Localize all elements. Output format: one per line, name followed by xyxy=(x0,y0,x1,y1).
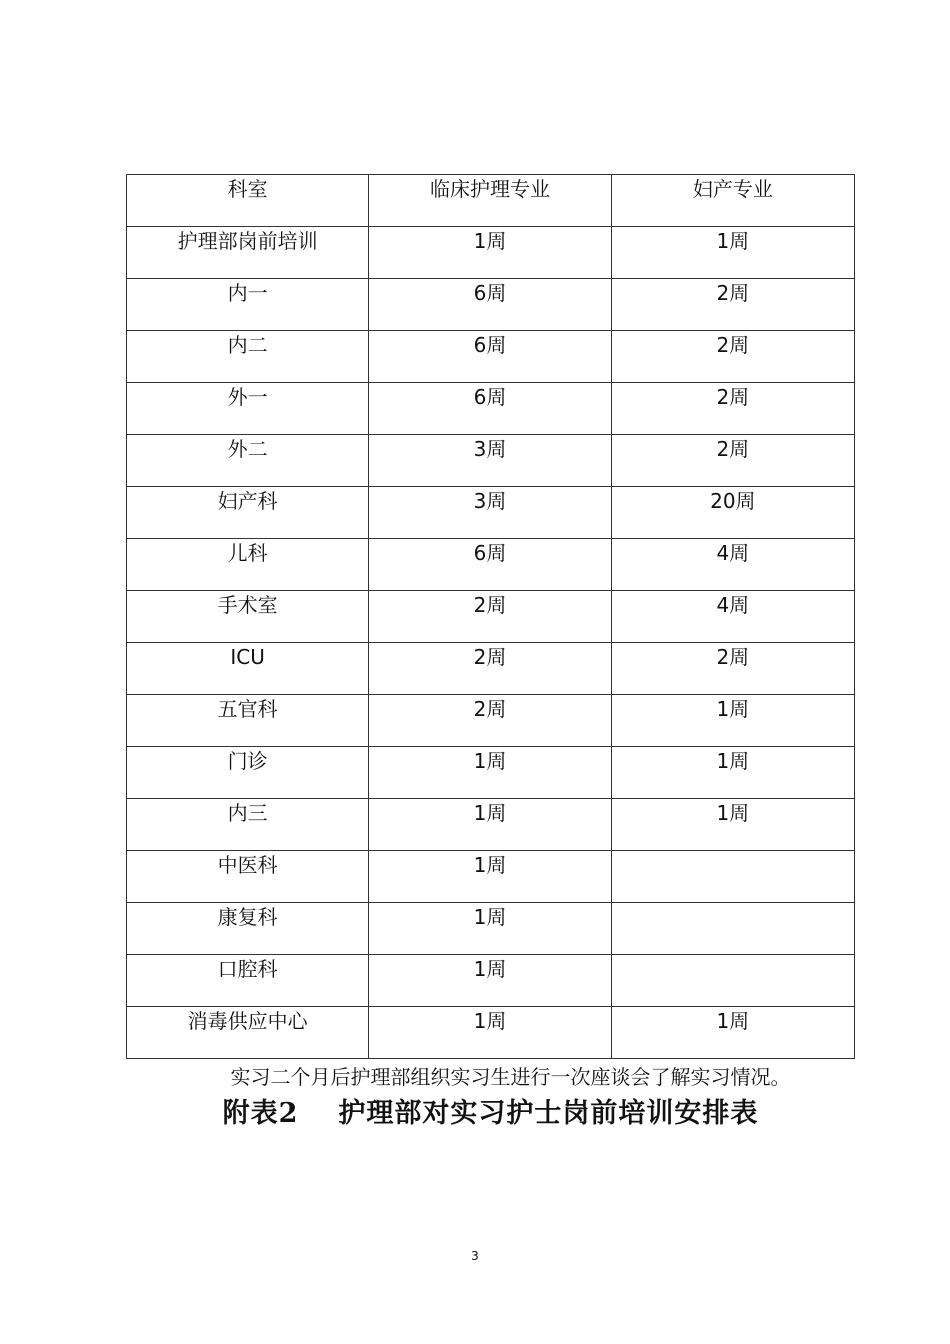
cell-department: 消毒供应中心 xyxy=(127,1007,369,1059)
cell-clinical-nursing: 6周 xyxy=(369,539,611,591)
cell-clinical-nursing: 1周 xyxy=(369,227,611,279)
cell-obstetrics: 2周 xyxy=(611,383,854,435)
table-row xyxy=(127,279,855,331)
cell-clinical-nursing: 1周 xyxy=(369,1007,611,1059)
cell-clinical-nursing: 1周 xyxy=(369,955,611,1007)
cell-department: 妇产科 xyxy=(127,487,369,539)
cell-department: 五官科 xyxy=(127,695,369,747)
cell-department: 护理部岗前培训 xyxy=(127,227,369,279)
note-text: 实习二个月后护理部组织实习生进行一次座谈会了解实习情况。 xyxy=(230,1065,791,1089)
cell-clinical-nursing: 6周 xyxy=(369,279,611,331)
cell-clinical-nursing: 1周 xyxy=(369,747,611,799)
table-row xyxy=(127,903,855,955)
table-row xyxy=(127,435,855,487)
cell-obstetrics: 2周 xyxy=(611,643,854,695)
table-row xyxy=(127,695,855,747)
appendix-title xyxy=(126,1094,855,1134)
cell-obstetrics: 1周 xyxy=(611,695,854,747)
cell-department: ICU xyxy=(127,643,369,695)
cell-department: 儿科 xyxy=(127,539,369,591)
table-row xyxy=(127,331,855,383)
table-header-row xyxy=(127,175,855,227)
page-number: 3 xyxy=(471,1249,479,1263)
cell-department: 外一 xyxy=(127,383,369,435)
cell-department: 外二 xyxy=(127,435,369,487)
cell-department: 门诊 xyxy=(127,747,369,799)
table-row xyxy=(127,799,855,851)
table-row xyxy=(127,591,855,643)
cell-obstetrics: 2周 xyxy=(611,435,854,487)
cell-clinical-nursing: 2周 xyxy=(369,695,611,747)
cell-department: 中医科 xyxy=(127,851,369,903)
cell-department: 内一 xyxy=(127,279,369,331)
table-row xyxy=(127,747,855,799)
cell-obstetrics: 1周 xyxy=(611,227,854,279)
table-row xyxy=(127,539,855,591)
table-row xyxy=(127,643,855,695)
appendix-title-text: 护理部对实习护士岗前培训安排表 xyxy=(338,1098,759,1129)
table-row xyxy=(127,487,855,539)
cell-obstetrics xyxy=(611,851,854,903)
cell-department: 康复科 xyxy=(127,903,369,955)
cell-obstetrics: 1周 xyxy=(611,747,854,799)
cell-clinical-nursing: 6周 xyxy=(369,383,611,435)
cell-department: 手术室 xyxy=(127,591,369,643)
cell-clinical-nursing: 3周 xyxy=(369,487,611,539)
cell-department: 内二 xyxy=(127,331,369,383)
cell-obstetrics: 4周 xyxy=(611,539,854,591)
table-row xyxy=(127,1007,855,1059)
header-department: 科室 xyxy=(127,175,369,227)
cell-clinical-nursing: 2周 xyxy=(369,643,611,695)
table-row xyxy=(127,383,855,435)
cell-clinical-nursing: 3周 xyxy=(369,435,611,487)
cell-obstetrics: 1周 xyxy=(611,1007,854,1059)
appendix-label: 附表2 xyxy=(222,1098,299,1129)
cell-department: 口腔科 xyxy=(127,955,369,1007)
header-obstetrics: 妇产专业 xyxy=(611,175,854,227)
table-body xyxy=(127,227,855,1059)
cell-obstetrics: 2周 xyxy=(611,279,854,331)
cell-clinical-nursing: 6周 xyxy=(369,331,611,383)
cell-clinical-nursing: 2周 xyxy=(369,591,611,643)
table-row xyxy=(127,851,855,903)
cell-department: 内三 xyxy=(127,799,369,851)
rotation-schedule-table xyxy=(126,174,855,1059)
cell-obstetrics: 2周 xyxy=(611,331,854,383)
cell-obstetrics xyxy=(611,955,854,1007)
cell-obstetrics: 4周 xyxy=(611,591,854,643)
cell-clinical-nursing: 1周 xyxy=(369,851,611,903)
table-row xyxy=(127,227,855,279)
cell-obstetrics: 20周 xyxy=(611,487,854,539)
cell-clinical-nursing: 1周 xyxy=(369,903,611,955)
cell-obstetrics: 1周 xyxy=(611,799,854,851)
cell-clinical-nursing: 1周 xyxy=(369,799,611,851)
cell-obstetrics xyxy=(611,903,854,955)
table-row xyxy=(127,955,855,1007)
header-clinical-nursing: 临床护理专业 xyxy=(369,175,611,227)
